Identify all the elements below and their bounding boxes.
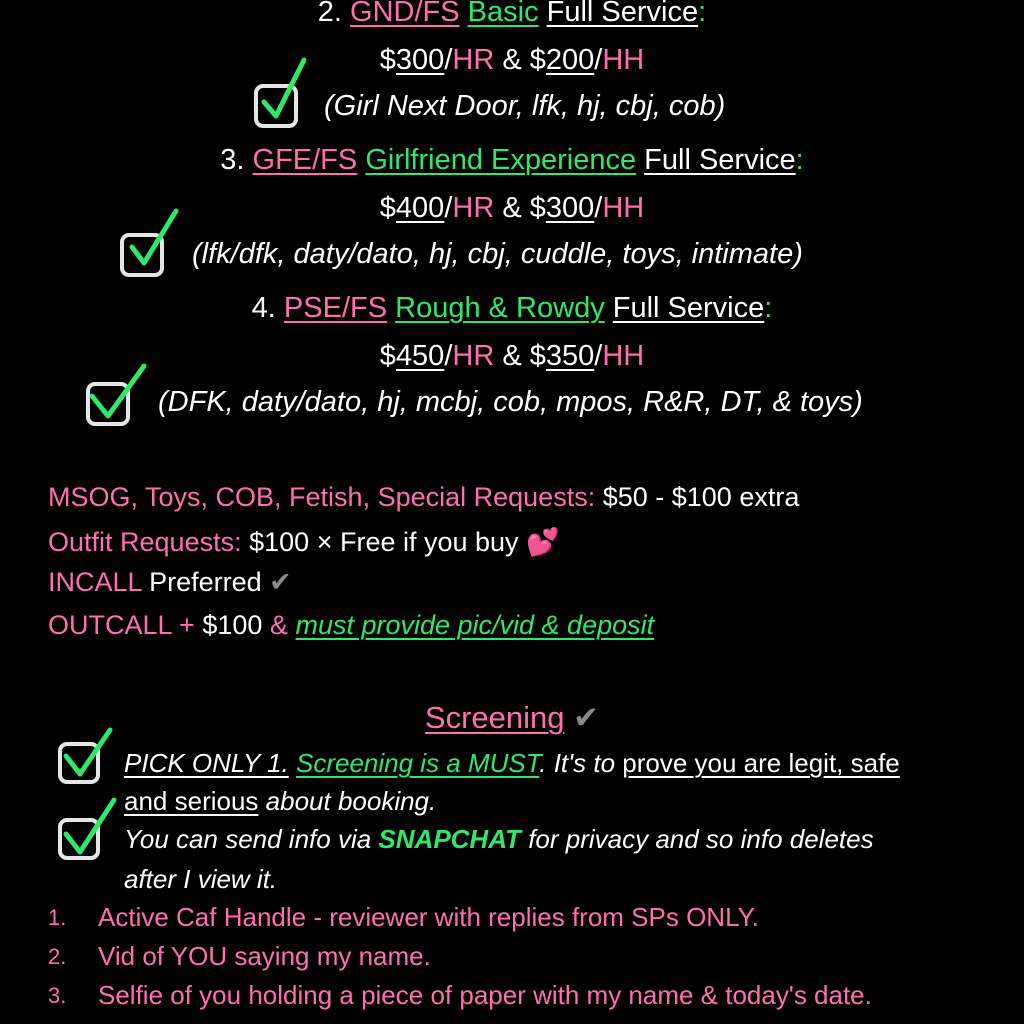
extras-line-outfit: Outfit Requests: $100 × Free if you buy 💕 <box>48 527 560 557</box>
list-item: Vid of YOU saying my name. <box>98 941 431 971</box>
service-code: GND/FS <box>350 0 460 28</box>
check-box-icon <box>84 360 150 430</box>
check-box-icon <box>118 205 182 281</box>
screening-title: Screening ✔ <box>424 700 600 735</box>
service-number: 3. <box>220 144 245 176</box>
service-number: 4. <box>251 292 276 324</box>
list-item: Active Caf Handle - reviewer with replies from SPs ONLY. <box>98 902 759 932</box>
outcall-note: must provide pic/vid & deposit <box>295 610 655 640</box>
service-suffix: Full Service <box>546 0 699 28</box>
service-2-desc: (Girl Next Door, lfk, hj, cbj, cob) <box>324 90 726 122</box>
service-2-heading: 2. GND/FS Basic Full Service: <box>0 0 1024 29</box>
screening-para-1-line-1: PICK ONLY 1. Screening is a MUST. It's to prove you are legit, safe <box>124 748 900 778</box>
price-half-hour: 300 <box>545 192 595 224</box>
hearts-emoji: 💕 <box>526 527 560 557</box>
list-item: Selfie of you holding a piece of paper with my name & today's date. <box>98 980 872 1010</box>
service-code: PSE/FS <box>283 292 388 324</box>
service-4-price: $450/HR & $350/HH <box>379 340 645 372</box>
service-3-heading: 3. GFE/FS Girlfriend Experience Full Service: <box>220 144 804 176</box>
service-4-desc: (DFK, daty/dato, hj, mcbj, cob, mpos, R&R, DT, & toys) <box>158 386 863 418</box>
service-name: Girlfriend Experience <box>365 144 637 176</box>
check-mark-icon: ✔ <box>269 567 292 597</box>
service-suffix: Full Service <box>612 292 765 324</box>
check-box-icon <box>252 50 312 132</box>
extras-line-outcall: OUTCALL + $100 & must provide pic/vid & deposit <box>48 610 655 640</box>
service-3-desc: (lfk/dfk, daty/dato, hj, cbj, cuddle, toys, intimate) <box>192 238 803 270</box>
service-4-heading: 4. PSE/FS Rough & Rowdy Full Service: <box>251 292 773 324</box>
service-name: Rough & Rowdy <box>395 292 605 324</box>
service-code: GFE/FS <box>252 144 358 176</box>
price-half-hour: 350 <box>545 340 595 372</box>
price-hour: 400 <box>395 192 445 224</box>
screening-para-2-line-2: after I view it. <box>124 864 278 894</box>
extras-line-msog: MSOG, Toys, COB, Fetish, Special Requests: $50 - $100 extra <box>48 482 800 512</box>
check-box-icon <box>56 726 116 786</box>
service-suffix: Full Service <box>644 144 796 176</box>
service-2-price: $300/HR & $200/HH <box>379 44 645 76</box>
price-hour: 300 <box>395 44 445 76</box>
service-number: 2. <box>317 0 342 28</box>
screening-para-2-line-1: You can send info via SNAPCHAT for privacy and so info deletes <box>124 824 874 854</box>
service-3-price: $400/HR & $300/HH <box>379 192 645 224</box>
list-number: 2. <box>48 944 67 969</box>
screening-para-1-line-2: and serious about booking. <box>124 786 437 816</box>
service-name: Basic <box>467 0 539 28</box>
check-box-icon <box>56 796 120 862</box>
check-mark-icon: ✔ <box>573 700 600 735</box>
price-half-hour: 200 <box>545 44 595 76</box>
list-number: 1. <box>48 905 67 930</box>
price-hour: 450 <box>395 340 445 372</box>
list-number: 3. <box>48 983 67 1008</box>
extras-line-incall: INCALL Preferred ✔ <box>48 567 292 597</box>
